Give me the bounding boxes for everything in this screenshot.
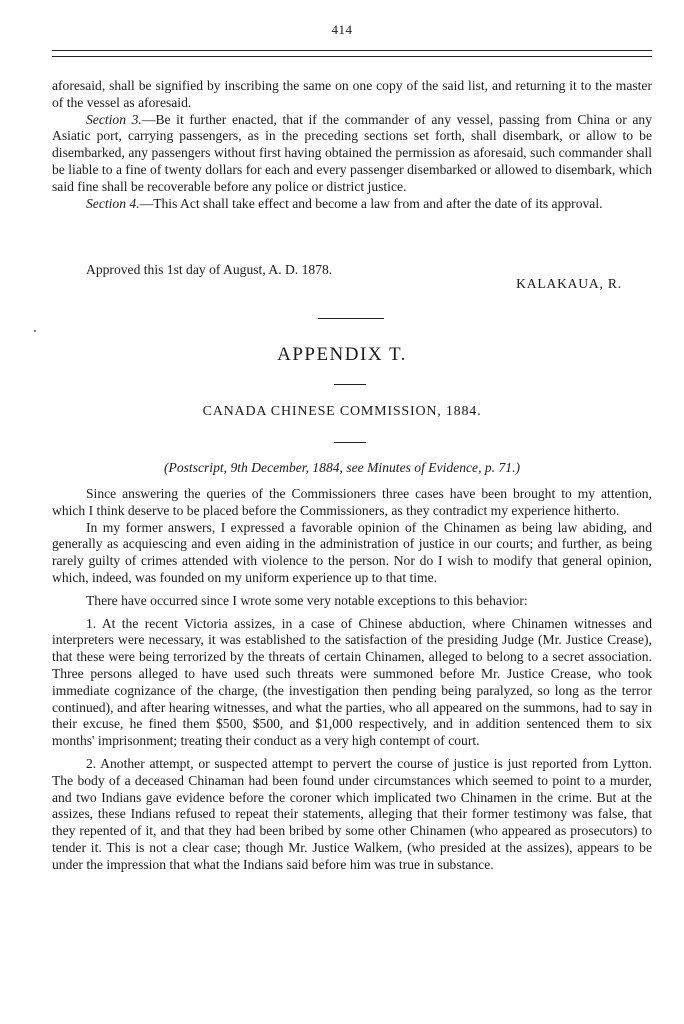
body-paragraph-4: 1. At the recent Victoria assizes, in a case of Chinese abduction, where Chinamen witnesses and interpreters were necessary, it was established to the satisfaction of the presiding Judge (Mr. Justice Crease), that these were being terrorized by the threats of certain Chinamen, alleged to belong to a secret association. Three persons alleged to have used such threats were summoned before Mr. Justice Crease, who took immediate cognizance of the charge, (the investigation then pending being paralyzed, so long as the terror continued), and after hearing witnesses, and what the parties, who all appeared on the summons, had to say in their excuse, he fined them $500, $500, and $1,000 respectively, and in addition sentenced them to six months' imprisonment; treating their conduct as a very high contempt of court. [52, 615, 652, 749]
continuation-paragraph: aforesaid, shall be signified by inscribing the same on one copy of the said list, and returning it to the master of the vessel as aforesaid. [52, 78, 652, 110]
appendix-title: APPENDIX T. [277, 344, 407, 365]
header-double-rule [52, 50, 652, 57]
postscript-line: (Postscript, 9th December, 1884, see Minutes of Evidence, p. 71.) [164, 460, 520, 475]
section-3-text: —Be it further enacted, that if the commander of any vessel, passing from China or any Asiatic port, carrying passengers, as in the preceding sections set forth, shall disembark, or allow to be disembarked, any passengers without first having obtained the permission as aforesaid, such commander shall be liable to a fine of twenty dollars for each and every passenger disembarked or allowed to disembark, which said fine shall be recoverable before any police or district justice. [52, 111, 652, 194]
subtitle-divider [334, 442, 366, 443]
section-4-label: Section 4. [86, 195, 140, 211]
print-speck [34, 330, 36, 332]
body-paragraph-1: Since answering the queries of the Commissioners three cases have been brought to my attention, which I think deserve to be placed before the Commissioners, as they contradict my experience hitherto. [52, 486, 652, 518]
approval-line: Approved this 1st day of August, A. D. 1878. [86, 262, 333, 277]
section-divider [318, 318, 384, 319]
title-divider [334, 384, 366, 385]
section-3-label: Section 3. [86, 111, 142, 127]
page-number: 414 [331, 22, 353, 37]
appendix-body [52, 486, 652, 874]
body-paragraph-3: There have occurred since I wrote some very notable exceptions to this behavior: [86, 592, 528, 608]
section-4-paragraph [52, 196, 652, 213]
commission-title: CANADA CHINESE COMMISSION, 1884. [202, 404, 482, 419]
section-3-paragraph [52, 112, 652, 196]
section-4-text: —This Act shall take effect and become a law from and after the date of its approval. [139, 195, 603, 211]
body-paragraph-5: 2. Another attempt, or suspected attempt to pervert the course of justice is just reported from Lytton. The body of a deceased Chinaman had been found under circumstances which seemed to point to a murder, and two Indians gave evidence before the coroner which implicated two Chinamen in the crime. But at the assizes, these Indians refused to repeat their statements, alleging that their former testimony was false, that they repented of it, and that they had been bribed by some other Chinamen (who appeared as prosecutors) to tender it. This is not a clear case; though Mr. Justice Walkem, (who presided at the assizes), appears to be under the impression that what the Indians said before him was true in substance. [52, 755, 652, 872]
body-paragraph-2: In my former answers, I expressed a favorable opinion of the Chinamen as being law abiding, and generally as acquiescing and even aiding in the administration of justice in our courts; and further, as being rarely guilty of crimes attended with violence to the person. Nor do I wish to modify that general opinion, which, indeed, was founded on my uniform experience up to that time. [52, 519, 652, 585]
act-text-block [52, 78, 652, 212]
signature: KALAKAUA, R. [516, 276, 622, 291]
